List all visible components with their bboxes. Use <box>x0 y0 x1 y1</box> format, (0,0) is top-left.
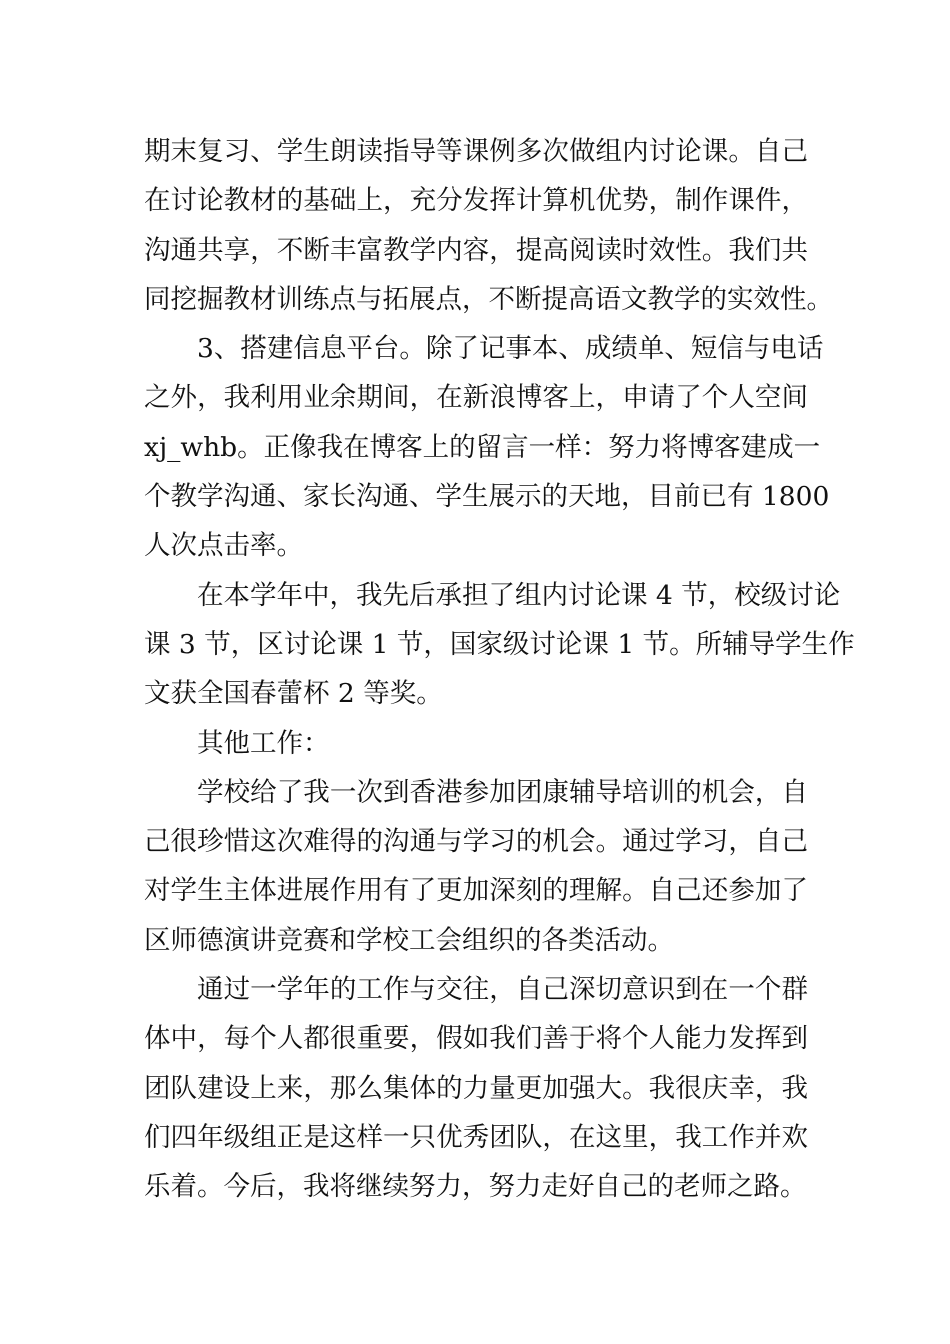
text-line: 区师德演讲竞赛和学校工会组织的各类活动。 <box>144 924 674 956</box>
paragraph-2 <box>144 324 830 570</box>
text-line: 沟通共享，不断丰富教学内容，提高阅读时效性。我们共 <box>144 234 808 266</box>
paragraph-5 <box>144 768 808 965</box>
text-line: 人次点击率。 <box>144 530 303 562</box>
paragraph-4 <box>144 719 808 768</box>
text-line: 其他工作： <box>197 727 330 759</box>
text-line: 文获全国春蕾杯 2 等奖。 <box>144 678 443 710</box>
text-line: 个教学沟通、家长沟通、学生展示的天地，目前已有 1800 <box>144 481 830 513</box>
text-line: 己很珍惜这次难得的沟通与学习的机会。通过学习，自己 <box>144 826 808 858</box>
text-line: 课 3 节，区讨论课 1 节，国家级讨论课 1 节。所辅导学生作 <box>144 628 855 660</box>
text-line: 在讨论教材的基础上，充分发挥计算机优势，制作课件， <box>144 185 808 217</box>
text-line: 同挖掘教材训练点与拓展点，不断提高语文教学的实效性。 <box>144 283 833 315</box>
text-line: 期末复习、学生朗读指导等课例多次做组内讨论课。自己 <box>144 136 808 167</box>
text-line: 学校给了我一次到香港参加团康辅导培训的机会，自 <box>197 776 808 808</box>
text-line: 在本学年中，我先后承担了组内讨论课 4 节，校级讨论 <box>197 579 841 611</box>
text-line: 体中，每个人都很重要，假如我们善于将个人能力发挥到 <box>144 1023 808 1055</box>
text-line: 通过一学年的工作与交往，自己深切意识到在一个群 <box>197 974 808 1006</box>
paragraph-3 <box>144 571 855 719</box>
paragraph-1 <box>144 127 833 324</box>
text-line: 对学生主体进展作用有了更加深刻的理解。自己还参加了 <box>144 875 808 907</box>
text-line: 们四年级组正是这样一只优秀团队，在这里，我工作并欢 <box>144 1121 808 1153</box>
text-line: xj_whb。正像我在博客上的留言一样：努力将博客建成一 <box>144 431 821 463</box>
text-line: 乐着。今后，我将继续努力，努力走好自己的老师之路。 <box>144 1171 807 1203</box>
paragraph-6 <box>144 965 808 1211</box>
text-line: 之外，我利用业余期间，在新浪博客上，申请了个人空间 <box>144 382 808 414</box>
text-line: 团队建设上来，那么集体的力量更加强大。我很庆幸，我 <box>144 1072 808 1104</box>
text-line: 3、搭建信息平台。除了记事本、成绩单、短信与电话 <box>197 333 824 365</box>
document-page <box>144 127 855 1212</box>
